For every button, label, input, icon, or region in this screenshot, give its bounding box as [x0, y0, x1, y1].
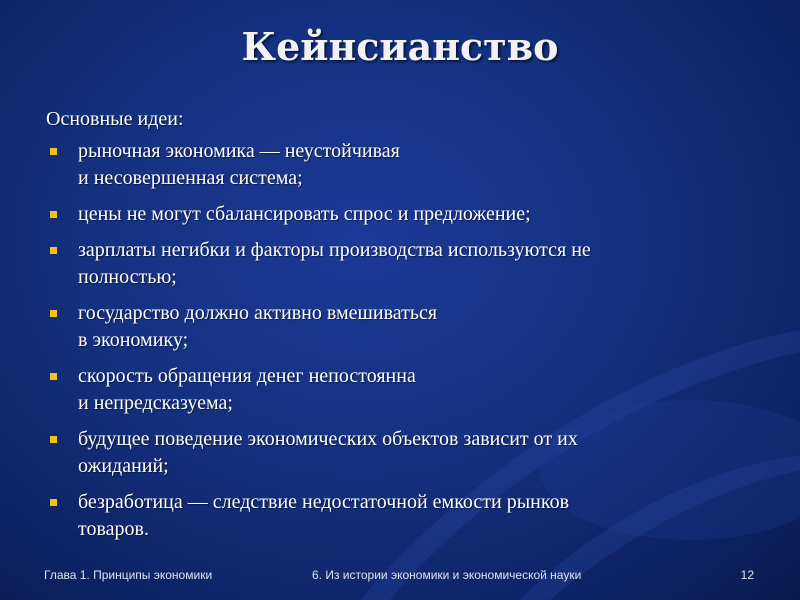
square-bullet-icon — [50, 436, 57, 443]
bullet-item — [46, 138, 766, 192]
bullet-text-line1: будущее поведение экономических объектов зависит от их — [78, 428, 578, 450]
bullet-item — [46, 201, 766, 228]
bullet-text-line1: государство должно активно вмешиваться — [78, 302, 438, 324]
bullet-text-line2: полностью; — [78, 266, 177, 288]
square-bullet-icon — [50, 148, 57, 155]
footer-chapter: Глава 1. Принципы экономики — [44, 568, 213, 582]
bullet-list — [46, 138, 766, 543]
square-bullet-icon — [50, 373, 57, 380]
bullet-item — [46, 426, 766, 480]
bullet-item — [46, 300, 766, 354]
bullet-text-line1: безработица — следствие недостаточной емкости рынков — [78, 491, 570, 513]
bullet-text-line2: ожиданий; — [78, 455, 169, 477]
bullet-text-line2: и несовершенная система; — [78, 167, 303, 189]
bullet-text-line1: рыночная экономика — неустойчивая — [78, 140, 400, 162]
bullet-item — [46, 363, 766, 417]
bullet-text-line2: и непредсказуема; — [78, 392, 233, 414]
footer-section: 6. Из истории экономики и экономической науки — [312, 568, 582, 582]
page-number: 12 — [740, 568, 754, 582]
square-bullet-icon — [50, 211, 57, 218]
square-bullet-icon — [50, 310, 57, 317]
bullet-text-line1: зарплаты негибки и факторы производства используются не — [78, 239, 591, 261]
square-bullet-icon — [50, 499, 57, 506]
bullet-text-line2: в экономику; — [78, 329, 189, 351]
bullet-item — [46, 237, 766, 291]
slide-content — [46, 106, 766, 552]
bullet-text-line2: товаров. — [78, 518, 149, 540]
intro-heading: Основные идеи: — [46, 108, 184, 130]
square-bullet-icon — [50, 247, 57, 254]
slide-title: Кейнсианство — [241, 24, 559, 69]
bullet-text-line1: скорость обращения денег непостоянна — [78, 365, 416, 387]
bullet-item — [46, 489, 766, 543]
bullet-text-line1: цены не могут сбалансировать спрос и предложение; — [78, 203, 531, 225]
